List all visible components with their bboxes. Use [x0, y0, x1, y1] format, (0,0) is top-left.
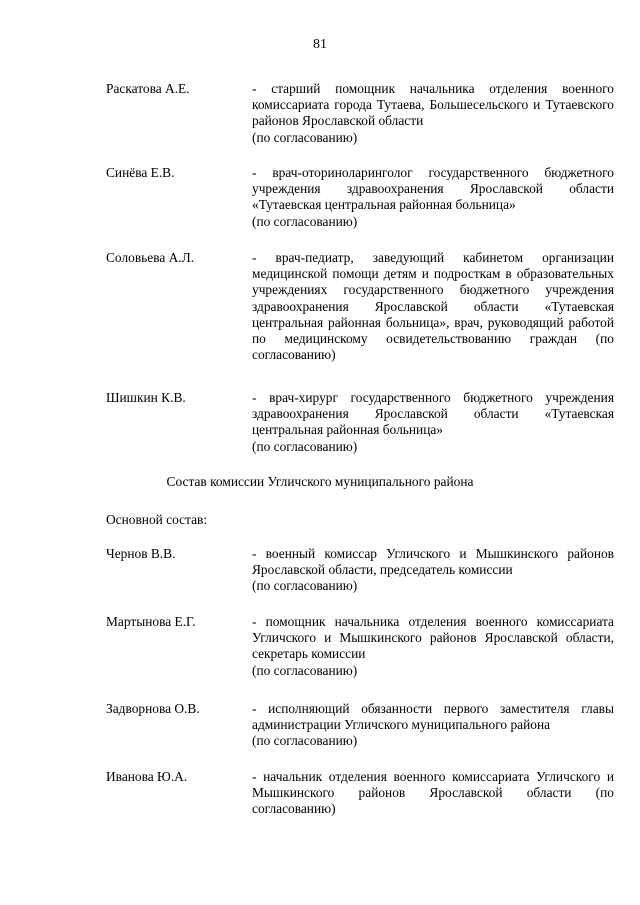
member-note: (по согласованию) — [252, 129, 358, 145]
member-role: - исполняющий обязанности первого заместителя главы администрации Угличского муниципального района — [252, 701, 614, 733]
member-name: Задворнова О.В. — [106, 701, 200, 716]
member-role: - врач-оториноларинголог государственного бюджетного учреждения здравоохранения Ярославской области «Тутаевская центральная районная больница» — [252, 165, 614, 213]
member-entry — [106, 165, 614, 230]
member-role: - военный комиссар Угличского и Мышкинского районов Ярославской области, председатель комиссии — [252, 546, 614, 578]
member-note: (по согласованию) — [252, 438, 358, 454]
member-description — [252, 701, 614, 750]
member-note: (по согласованию) — [252, 578, 358, 594]
member-note: (по согласованию) — [252, 662, 358, 678]
member-description — [252, 165, 614, 230]
member-entry — [106, 250, 614, 363]
member-role: - помощник начальника отделения военного комиссариата Угличского и Мышкинского районов Ярославской области, секретарь комиссии — [252, 614, 614, 662]
member-role: - врач-хирург государственного бюджетного учреждения здравоохранения Ярославской области «Тутаевская центральная районная больница» — [252, 390, 614, 438]
member-description — [252, 769, 614, 818]
member-entry — [106, 614, 614, 679]
member-description — [252, 250, 614, 363]
member-note: (по согласованию) — [252, 733, 358, 749]
member-entry — [106, 701, 614, 750]
member-role: - врач-педиатр, заведующий кабинетом организации медицинской помощи детям и подросткам в образовательных учреждениях государственного бюджетного учреждения здравоохранения Ярославской области «Тутаевская центральная районная больница», врач, руководящий работой по медицинскому освидетельствованию граждан (по согласованию) — [252, 250, 614, 363]
member-entry — [106, 390, 614, 455]
member-entry — [106, 769, 614, 818]
member-name: Соловьева А.Л. — [106, 250, 195, 265]
member-role: - начальник отделения военного комиссариата Угличского и Мышкинского районов Ярославской области (по согласованию) — [252, 769, 614, 817]
member-description — [252, 390, 614, 455]
member-name: Чернов В.В. — [106, 546, 176, 561]
member-description — [252, 546, 614, 595]
page-number: 81 — [313, 37, 327, 52]
member-name: Иванова Ю.А. — [106, 769, 188, 784]
member-name: Шишкин К.В. — [106, 390, 186, 405]
member-name: Синёва Е.В. — [106, 165, 175, 180]
section-title: Состав комиссии Угличского муниципального района — [166, 474, 474, 489]
subsection-title: Основной состав: — [106, 512, 208, 527]
member-entry — [106, 546, 614, 595]
member-name: Раскатова А.Е. — [106, 81, 190, 96]
member-description — [252, 81, 614, 146]
member-entry — [106, 81, 614, 146]
member-role: - старший помощник начальника отделения военного комиссариата города Тутаева, Большесельского и Тутаевского районов Ярославской области — [252, 81, 614, 129]
member-note: (по согласованию) — [252, 213, 358, 229]
member-description — [252, 614, 614, 679]
member-name: Мартынова Е.Г. — [106, 614, 196, 629]
